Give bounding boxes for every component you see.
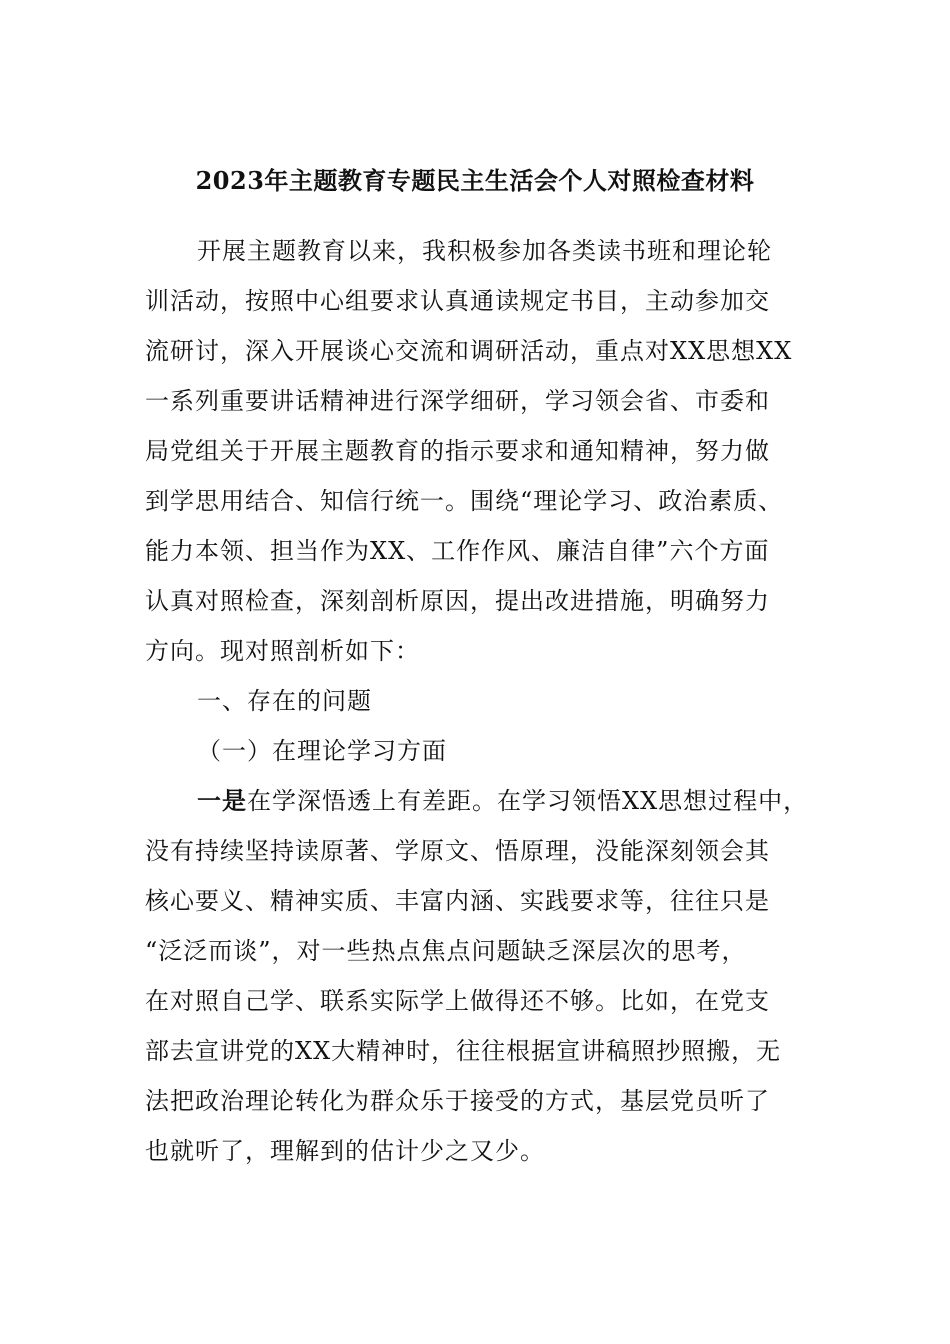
intro-line: 一系列重要讲话精神进行深学细研，学习领会省、市委和 [145, 387, 770, 415]
point-one-first-line [145, 776, 825, 826]
point-one-line: 法把政治理论转化为群众乐于接受的方式，基层党员听了 [145, 1087, 770, 1115]
point-one-line: 部去宣讲党的XX大精神时，往往根据宣讲稿照抄照搬，无 [145, 1037, 782, 1065]
point-one-line: 没有持续坚持读原著、学原文、悟原理，没能深刻领会其 [145, 837, 770, 865]
intro-line: 训活动，按照中心组要求认真通读规定书目，主动参加交 [145, 287, 770, 315]
intro-line: 认真对照检查，深刻剖析原因，提出改进措施，明确努力 [145, 587, 770, 615]
intro-line: 到学思用结合、知信行统一。围绕“理论学习、政治素质、 [145, 487, 784, 515]
intro-line: 能力本领、担当作为XX、工作作风、廉洁自律”六个方面 [145, 537, 770, 565]
point-one-first-line-text: 在学深悟透上有差距。在学习领悟XX思想过程中， [247, 787, 809, 815]
section-heading: 一、存在的问题 [197, 687, 372, 715]
point-one-line: 也就听了，理解到的估计少之又少。 [145, 1137, 545, 1165]
intro-paragraph [145, 226, 825, 1176]
intro-line: 方向。现对照剖析如下： [145, 637, 420, 665]
intro-line: 流研讨，深入开展谈心交流和调研活动，重点对XX思想XX [145, 337, 793, 365]
point-one-line: 核心要义、精神实质、丰富内涵、实践要求等，往往只是 [145, 887, 770, 915]
point-one-lead: 一是 [197, 786, 247, 815]
document-title: 2023年主题教育专题民主生活会个人对照检查材料 [195, 166, 755, 195]
point-one-line: 在对照自己学、联系实际学上做得还不够。比如，在党支 [145, 987, 770, 1015]
intro-line: 局党组关于开展主题教育的指示要求和通知精神，努力做 [145, 437, 770, 465]
subsection-heading: （一）在理论学习方面 [197, 737, 447, 765]
intro-line: 开展主题教育以来，我积极参加各类读书班和理论轮 [197, 237, 772, 265]
point-one-line: “泛泛而谈”，对一些热点焦点问题缺乏深层次的思考， [145, 937, 747, 965]
